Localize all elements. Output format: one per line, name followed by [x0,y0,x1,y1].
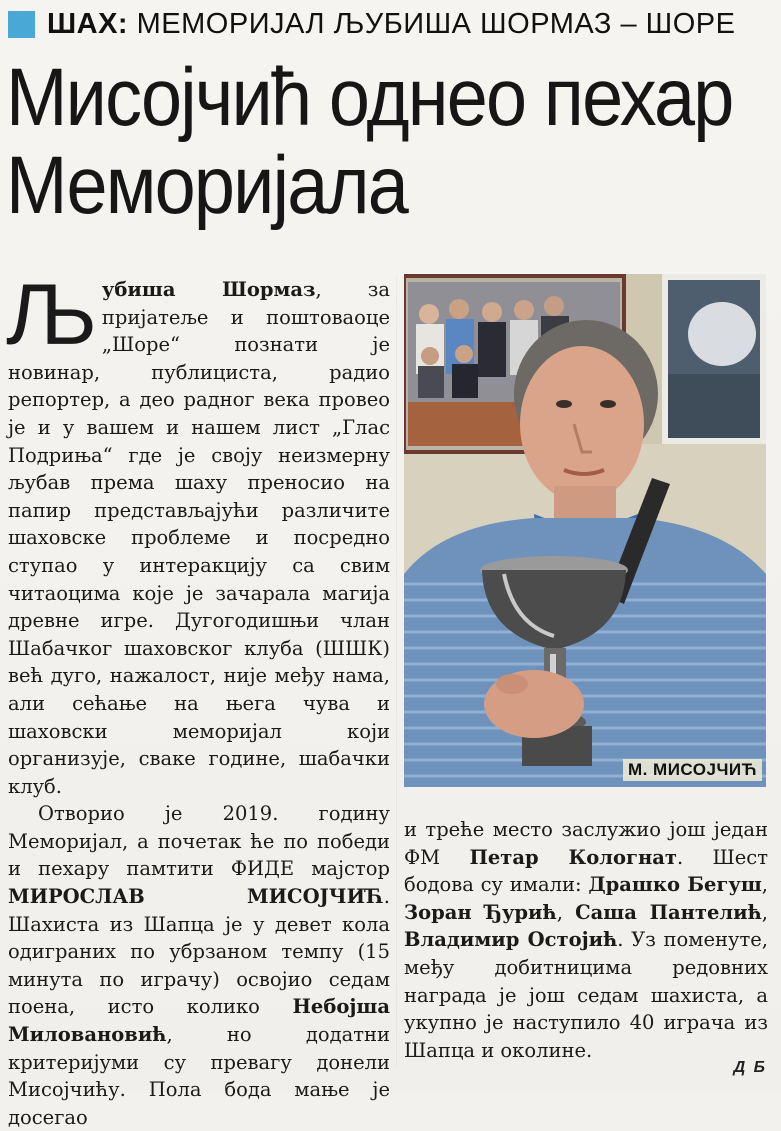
photo-illustration [404,274,766,787]
separator: , [761,900,768,924]
section-marker [8,11,35,38]
name-begus: Драшко Бегуш [588,873,762,897]
article-body-left [6,267,390,1131]
headline [6,52,733,231]
kicker-title: МЕМОРИЈАЛ ЉУБИША ШОРМАЗ – ШОРЕ [128,8,736,40]
dropcap: Љ [6,267,94,363]
photo-credit: М. МИСОЈЧИЋ [623,759,762,781]
paragraph-2 [8,800,390,1131]
paragraph-2-text-c: , но додатни критеријуми су превагу донели Мисојчићу. Пола бода мање је досегао [8,1023,390,1129]
kicker-text [47,6,735,42]
author-signature: Д Б [733,1059,767,1076]
headline-line-1: Мисојчић однео пехар [6,52,733,143]
name-shormaz: убиша Шормаз [101,278,316,301]
paragraph-2-text-b: . Шахиста из Шапца је у девет кола одиграних по убрзаном темпу (15 минута по играчу) освојио седам поена, исто колико [8,885,390,1019]
paragraph-3-text-f: . Уз поменуте, међу добитницима редовних награда је још седам шахиста, а укупно је наступило 40 играча из Шапца и околине. [404,928,769,1062]
article-photo [404,274,766,787]
column-divider [396,276,397,1066]
separator: , [761,873,768,897]
kicker [8,6,735,42]
kicker-section: ШАХ: [47,8,129,40]
paragraph-2-text-a: Отворио је 2019. годину Меморијал, а почетак ће по победи и пехару памтити ФИДЕ мајстор [8,802,390,881]
paragraph-3 [404,816,768,1064]
paragraph-3-text-a: и треће место заслужио још један ФМ [404,818,768,869]
separator: , [556,900,576,924]
paragraph-3-text-b: . Шест бодова су имали: [404,845,768,897]
name-ostojic: Владимир Остојић [404,928,618,952]
paragraph-1 [6,267,390,800]
name-misojcic: МИРОСЛАВ МИСОЈЧИЋ [8,885,384,909]
name-milovanovic: Небојша Миловановић [8,995,390,1047]
name-djuric: Зоран Ђурић [404,900,557,924]
paragraph-1-text: , за пријатеље и поштоваоце „Шоре“ познати је новинар, публициста, радио репортер, а део радног века провео је и у вашем и нашем лист „Глас Подриња“ где је своју неизмерну љубав према шаху преносио на папир представљајући различите шаховске проблеме и посредно ступао у интеракцију са свим читаоцима које је зачарала магија древне игре. Дугогодишњи члан Шабачког шаховског клуба (ШШК) већ дуго, нажалост, није међу нама, али сећање на њега чува и шаховски меморијал који организује, сваке године, шабачки клуб. [8,278,390,798]
headline-line-2: Меморијала [6,140,407,231]
name-pantelic: Саша Пантелић [575,900,762,924]
article-body-right [404,816,768,1064]
name-kolognat: Петар Кологнат [469,845,677,869]
